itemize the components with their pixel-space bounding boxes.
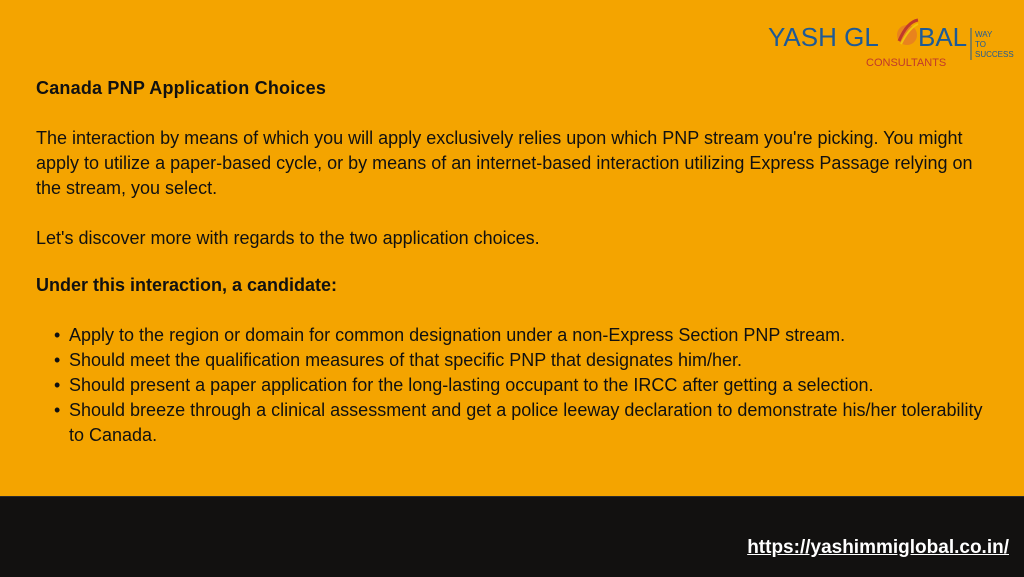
footer-bar (0, 496, 1024, 577)
list-item (36, 323, 996, 348)
bullet-icon: • (54, 375, 61, 395)
section-subheading: Under this interaction, a candidate: (36, 275, 338, 295)
logo-subtitle: CONSULTANTS (866, 57, 947, 69)
company-logo (768, 14, 1020, 72)
list-item-text: Apply to the region or domain for common designation under a non-Express Section PNP stream. (69, 325, 846, 345)
list-item (36, 373, 996, 398)
page-title: Canada PNP Application Choices (36, 78, 327, 98)
globe-icon (897, 20, 918, 45)
bullet-icon: • (54, 350, 61, 370)
list-item (36, 348, 996, 373)
list-item-text: Should breeze through a clinical assessment and get a police leeway declaration to demonstrate his/her tolerability to Canada. (69, 400, 983, 445)
main-content (36, 76, 996, 448)
logo-tagline-2: TO (975, 40, 986, 49)
logo-name-right: BAL (918, 22, 968, 52)
intro-paragraph: The interaction by means of which you will apply exclusively relies upon which PNP stream you're picking. You might apply to utilize a paper-based cycle, or by means of an internet-based interaction utilizing Express Passage relying on the stream, you select. (36, 128, 973, 198)
website-link[interactable]: https://yashimmiglobal.co.in/ (747, 537, 1009, 558)
requirements-list (36, 323, 996, 448)
logo-tagline-3: SUCCESS (975, 50, 1014, 59)
secondary-paragraph: Let's discover more with regards to the two application choices. (36, 228, 540, 248)
list-item-text: Should meet the qualification measures of that specific PNP that designates him/her. (69, 350, 743, 370)
bullet-icon: • (54, 400, 61, 420)
logo-name-left: YASH GL (768, 22, 879, 52)
list-item (36, 398, 996, 448)
list-item-text: Should present a paper application for the long-lasting occupant to the IRCC after getting a selection. (69, 375, 874, 395)
bullet-icon: • (54, 325, 61, 345)
logo-tagline-1: WAY (975, 30, 993, 39)
